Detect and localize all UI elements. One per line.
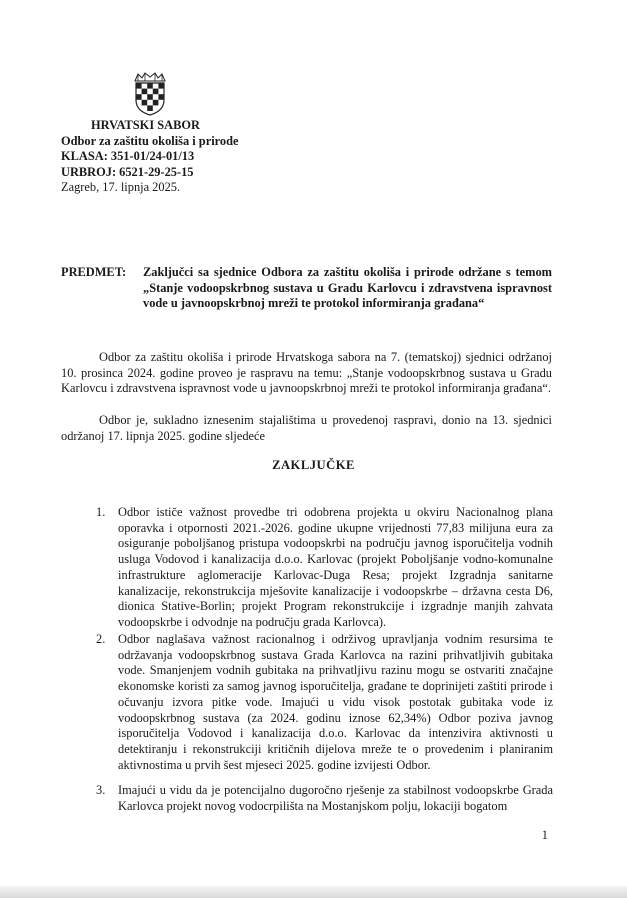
subject-label: PREDMET: <box>61 265 127 279</box>
page-number: 1 <box>541 828 548 842</box>
conclusions-heading: ZAKLJUČKE <box>272 458 355 472</box>
conclusion-item-2 <box>96 632 553 773</box>
urbroj-number: URBROJ: 6521-29-25-15 <box>61 164 194 179</box>
item-number: 3. <box>96 783 106 797</box>
item-number: 1. <box>96 505 106 519</box>
document-header <box>61 118 239 196</box>
item-text: Odbor ističe važnost provedbe tri odobrena projekta u okviru Nacionalnog plana oporavka i otpornosti 2021.-2026. godine ukupne vrijednosti 77,83 milijuna eura za osiguranje poboljšanog pristupa vodoopskrbi na području javnog isporučitelja vodnih usluga Vodovod i kanalizacija d.o.o. Karlovac (projekt Poboljšanje vodno-komunalne infrastrukture aglomeracije Karlovac-Duga Resa; projekt Izgradnja sanitarne kanalizacije, rekonstrukcija mješovite kanalizacije i vodoopskrbe – državna cesta D6, dionica Stative-Borlin; projekt Program rekonstrukcije i izgradnje manjih zahvata vodoopskrbe i odvodnje na području grada Karlovca). <box>118 505 553 629</box>
item-text: Odbor naglašava važnost racionalnog i održivog upravljanja vodnim resursima te održavanja vodoopskrbnog sustava Grada Karlovca na razini prihvatljivih gubitaka vode. Smanjenjem vodnih gubitaka na prihvatljivu razinu mogu se ostvariti značajne ekonomske koristi za samog javnog isporučitelja, građane te doprinijeti zaštiti prirode i očuvanju izvora pitke vode. Imajući u vidu visok postotak gubitaka vode iz vodoopskrbnog sustava (za 2024. godinu iznose 62,34%) Odbor poziva javnog isporučitelja Vodovod i kanalizacija d.o.o. Karlovac da intenzivira aktivnosti u detektiranju i rekonstrukciji kritičnih dijelova mreže te o provedenim i planiranim aktivnostima u prvih šest mjeseci 2025. godine izvijesti Odbor. <box>118 632 553 772</box>
intro-paragraph-1-text: Odbor za zaštitu okoliša i prirode Hrvatskoga sabora na 7. (tematskoj) sjednici održanoj 10. prosinca 2024. godine proveo je raspravu na temu: „Stanje vodoopskrbnog sustava u Gradu Karlovcu i zdravstvena ispravnost vode u javnoopskrbnoj mreži te protokol informiranja građana“. <box>61 350 552 396</box>
intro-paragraph-2-text: Odbor je, sukladno iznesenim stajalištima u provedenoj raspravi, donio na 13. sjednici održanoj 17. lipnja 2025. godine sljedeće <box>61 413 552 443</box>
committee-name: Odbor za zaštitu okoliša i prirode <box>61 133 239 148</box>
item-number: 2. <box>96 632 106 646</box>
croatian-coat-of-arms-icon <box>133 72 167 116</box>
conclusion-item-3 <box>96 783 553 814</box>
place-date: Zagreb, 17. lipnja 2025. <box>61 180 181 195</box>
institution-name: HRVATSKI SABOR <box>91 118 200 132</box>
klasa-number: KLASA: 351-01/24-01/13 <box>61 149 195 164</box>
intro-paragraph-1 <box>61 350 552 397</box>
item-text: Imajući u vidu da je potencijalno dugoročno rješenje za stabilnost vodoopskrbe Grada Karlovca projekt novog vodocrpilišta na Mostanjskom polju, lokaciji bogatom <box>118 783 553 813</box>
scan-bottom-edge <box>0 886 627 898</box>
intro-paragraph-2 <box>61 413 552 444</box>
subject-text: Zaključci sa sjednice Odbora za zaštitu okoliša i prirode održane s temom „Stanje vodoopskrbnog sustava u Gradu Karlovcu i zdravstvena ispravnost vode u javnoopskrbnoj mreži te protokol informiranja građana“ <box>143 265 552 311</box>
conclusion-item-1 <box>96 505 553 631</box>
